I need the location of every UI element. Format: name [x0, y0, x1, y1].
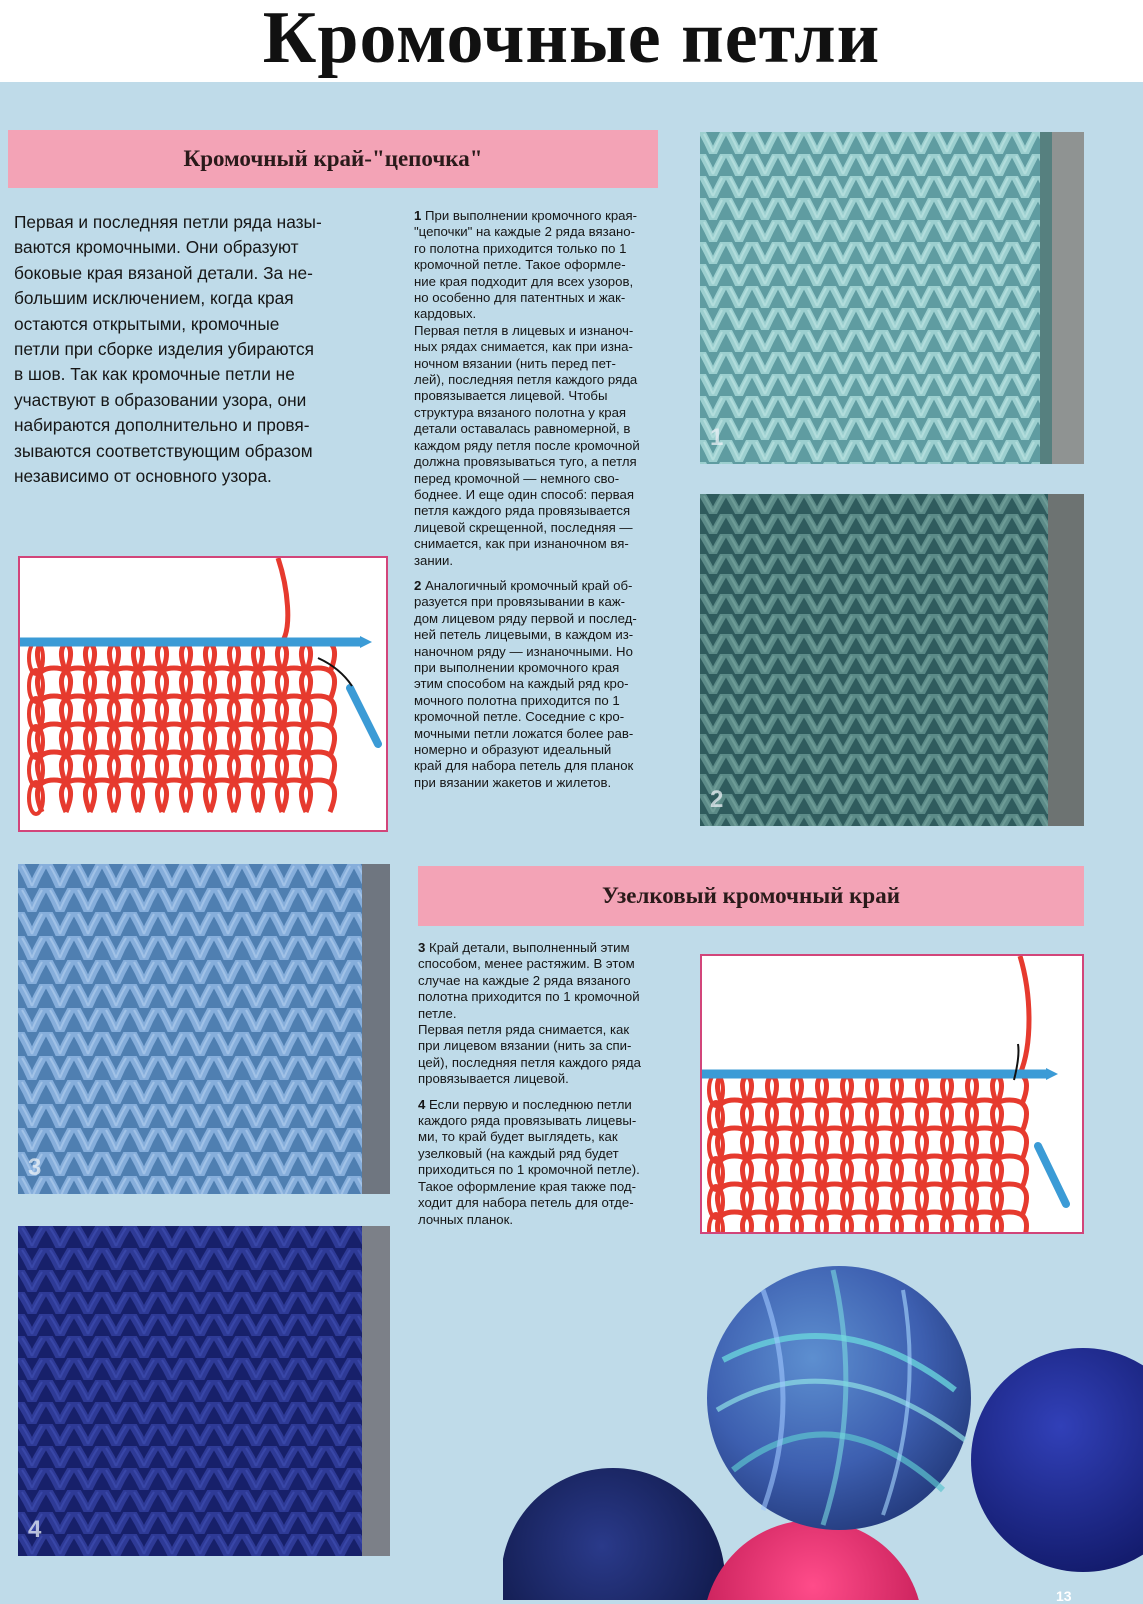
item1-line: кардовых. [414, 306, 477, 322]
item3-line: петле. [418, 1005, 457, 1021]
item3-line: способом, менее растяжим. В этом [418, 956, 635, 972]
page-number: 13 [1056, 1588, 1072, 1604]
item1-line: 1 При выполнении кромочного края- [414, 208, 638, 223]
yarn-ball-bottom-left [503, 1468, 725, 1600]
intro-line: участвуют в образовании узора, они [14, 389, 307, 410]
item2-line: мочного полотна приходится по 1 [414, 692, 620, 708]
intro-paragraph [14, 210, 350, 489]
working-yarn [278, 558, 288, 642]
item3-line: при лицевом вязании (нить за спи- [418, 1038, 632, 1054]
intro-line: остаются открытыми, кромочные [14, 313, 280, 334]
knit-texture-4 [18, 1226, 390, 1556]
item-number: 4 [418, 1096, 426, 1112]
intro-line: петли при сборке изделия убираются [14, 339, 314, 360]
item1-line: Первая петля в лицевых и изнаноч- [414, 322, 634, 338]
section-heading-text: Кромочный край-"цепочка" [183, 146, 483, 171]
item2-line: номерно и образуют идеальный [414, 742, 612, 757]
photo-number-4: 4 [28, 1516, 42, 1543]
item2-line: этим способом на каждый ряд кро- [414, 676, 629, 692]
photo-number-1: 1 [710, 424, 724, 451]
item2-line: при выполнении кромочного края [414, 659, 620, 675]
item4-line: ми, то край будет выглядеть, как [418, 1129, 618, 1145]
item3-line: 3 Край детали, выполненный этим [418, 940, 630, 955]
yarn-balls-image [503, 1240, 1143, 1600]
item4-line: ходит для набора петель для отде- [418, 1195, 634, 1211]
item3-line: Первая петля ряда снимается, как [418, 1022, 630, 1038]
item1-line: провязывается лицевой. Чтобы [414, 388, 608, 404]
stitch-diagram-2 [702, 956, 1082, 1232]
yarn-ball-multicolor [707, 1266, 971, 1530]
item-number: 1 [414, 208, 422, 223]
item1-line: петля каждого ряда провязывается [414, 503, 631, 519]
stitch-diagram-1 [20, 558, 386, 830]
item1-line: но особенно для патентных и жак- [414, 290, 626, 306]
item1-line: боднее. И еще один способ: первая [414, 486, 634, 502]
item4-line: 4 Если первую и последнюю петли [418, 1096, 632, 1112]
photo-number-3: 3 [28, 1154, 42, 1181]
stitch-loop [992, 1212, 1026, 1232]
text-column-items-1-2 [414, 208, 678, 791]
item1-line: ных рядах снимается, как при изна- [414, 339, 633, 355]
item1-line: каждом ряду петля после кромочной [414, 437, 640, 453]
item1-line: го полотна приходится только по 1 [414, 240, 627, 256]
item1-line: перед кромочной — немного сво- [414, 470, 620, 486]
item4-line: Такое оформление края также под- [418, 1178, 636, 1194]
item4-line: каждого ряда провязывать лицевы- [418, 1113, 637, 1129]
item2-line: разуется при провязывании в каж- [414, 594, 626, 610]
item1-line: кромочной петле. Такое оформле- [414, 257, 626, 273]
item2-line: наночном ряду — изнаночными. Но [414, 643, 633, 659]
item1-line: детали оставалась равномерной, в [414, 421, 631, 437]
yarn-ball-blue-right [971, 1348, 1143, 1572]
item2-line: кромочной петле. Соседние с кро- [414, 709, 625, 725]
right-needle [350, 688, 378, 744]
item3-line: полотна приходится по 1 кромочной [418, 989, 640, 1005]
item3-line: случае на каждые 2 ряда вязаного [418, 972, 631, 988]
item1-line: лицевой скрещенной, последняя — [414, 519, 633, 535]
working-yarn [1020, 956, 1029, 1074]
right-needle [1038, 1146, 1066, 1204]
item-number: 3 [418, 940, 426, 955]
knit-texture-1 [700, 132, 1084, 464]
intro-line: независимо от основного узора. [14, 466, 272, 487]
intro-line: большим исключением, когда края [14, 288, 294, 309]
yarn-ball-pink [703, 1520, 923, 1600]
item3-line: цей), последняя петля каждого ряда [418, 1054, 641, 1070]
needle-tip [360, 636, 372, 648]
item4-line: лочных планок. [418, 1211, 513, 1227]
knit-photo-2 [700, 494, 1084, 826]
knit-photo-1 [700, 132, 1084, 464]
item1-line: ночном вязании (нить перед пет- [414, 355, 616, 371]
item-number: 2 [414, 577, 422, 593]
intro-line: в шов. Так как кромочные петли не [14, 364, 295, 385]
item1-line: должна провязываться туго, а петля [414, 454, 637, 470]
item1-line: "цепочки" на каждые 2 ряда вязано- [414, 224, 636, 240]
knit-photo-4 [18, 1226, 390, 1556]
photo-number-2: 2 [710, 786, 724, 813]
section-heading-knot-edge [418, 866, 1084, 926]
intro-line: боковые края вязаной детали. За не- [14, 262, 313, 283]
item4-line: узелковый (на каждый ряд будет [418, 1145, 619, 1161]
section-heading-text: Узелковый кромочный край [602, 883, 900, 908]
text-column-items-3-4 [418, 940, 684, 1228]
intro-line: зываются соответствующим образом [14, 440, 313, 461]
intro-line: набираются дополнительно и провя- [14, 415, 310, 436]
item2-line: при вязании жакетов и жилетов. [414, 774, 612, 790]
item2-line: 2 Аналогичный кромочный край об- [414, 577, 633, 593]
item1-line: снимается, как при изнаночном вя- [414, 536, 629, 552]
section-heading-chain-edge [8, 130, 658, 188]
item4-line: приходиться по 1 кромочной петле). [418, 1162, 640, 1178]
intro-line: ваются кромочными. Они образуют [14, 237, 299, 258]
item1-line: зании. [414, 552, 454, 568]
knit-texture-3 [18, 864, 390, 1194]
page-title: Кромочные петли [262, 0, 881, 79]
item1-line: ние края подходит для всех узоров, [414, 273, 634, 289]
knit-photo-3 [18, 864, 390, 1194]
item3-line: провязывается лицевой. [418, 1071, 569, 1087]
item2-line: мочными петли ложатся более рав- [414, 725, 634, 741]
item2-line: дом лицевом ряду первой и послед- [414, 610, 637, 626]
item2-line: край для набора петель для планок [414, 758, 634, 774]
knit-texture-2 [700, 494, 1084, 826]
knitting-diagram-chain-edge [18, 556, 388, 832]
intro-line: Первая и последняя петли ряда назы- [14, 212, 322, 232]
stitch-loop [301, 780, 334, 812]
needle-tip [1046, 1068, 1058, 1080]
item2-line: ней петель лицевыми, в каждом из- [414, 627, 634, 643]
knitting-diagram-knot-edge [700, 954, 1084, 1234]
item1-line: структура вязаного полотна у края [414, 404, 627, 420]
item1-line: лей), последняя петля каждого ряда [414, 372, 638, 388]
